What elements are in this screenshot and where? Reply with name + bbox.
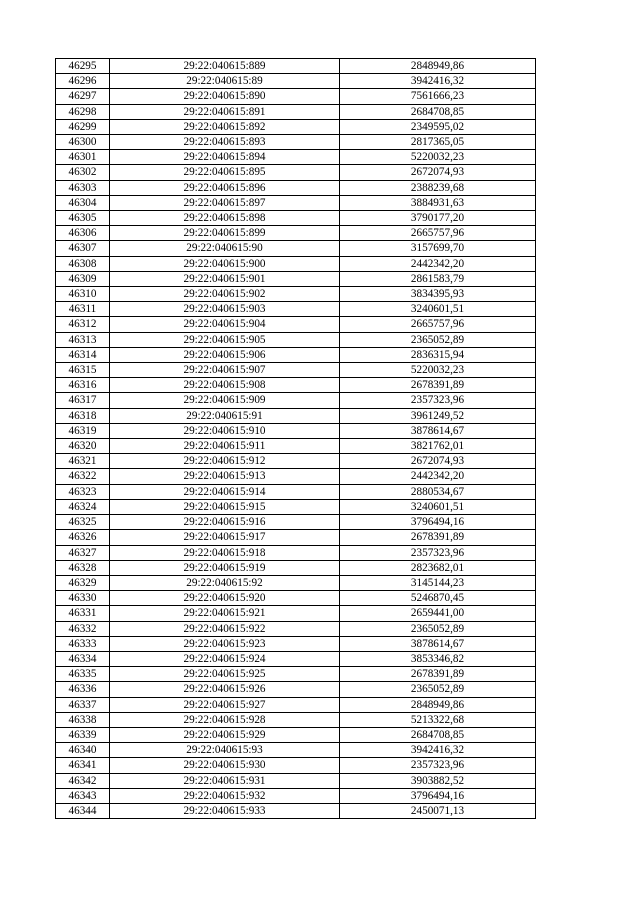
value-cell: 3961249,52: [340, 408, 536, 423]
row-number-cell: 46340: [56, 743, 110, 758]
row-number-cell: 46312: [56, 317, 110, 332]
table-row: [56, 758, 536, 773]
cadastral-number-cell: 29:22:040615:933: [110, 803, 340, 818]
cadastral-number-cell: 29:22:040615:914: [110, 484, 340, 499]
cadastral-number-cell: 29:22:040615:932: [110, 788, 340, 803]
cadastral-number-cell: 29:22:040615:917: [110, 530, 340, 545]
cadastral-number-cell: 29:22:040615:905: [110, 332, 340, 347]
table-row: [56, 788, 536, 803]
table-row: [56, 667, 536, 682]
cadastral-number-cell: 29:22:040615:900: [110, 256, 340, 271]
row-number-cell: 46321: [56, 454, 110, 469]
table-row: [56, 317, 536, 332]
value-cell: 2357323,96: [340, 393, 536, 408]
table-row: [56, 363, 536, 378]
value-cell: 2365052,89: [340, 332, 536, 347]
cadastral-number-cell: 29:22:040615:897: [110, 195, 340, 210]
row-number-cell: 46306: [56, 226, 110, 241]
row-number-cell: 46328: [56, 560, 110, 575]
row-number-cell: 46332: [56, 621, 110, 636]
value-cell: 3157699,70: [340, 241, 536, 256]
table-row: [56, 287, 536, 302]
value-cell: 2684708,85: [340, 104, 536, 119]
row-number-cell: 46302: [56, 165, 110, 180]
table-row: [56, 241, 536, 256]
table-row: [56, 515, 536, 530]
row-number-cell: 46337: [56, 697, 110, 712]
table-row: [56, 59, 536, 74]
cadastral-number-cell: 29:22:040615:911: [110, 439, 340, 454]
table-row: [56, 499, 536, 514]
value-cell: 2665757,96: [340, 226, 536, 241]
cadastral-number-cell: 29:22:040615:910: [110, 423, 340, 438]
row-number-cell: 46311: [56, 302, 110, 317]
value-cell: 2836315,94: [340, 347, 536, 362]
table-row: [56, 423, 536, 438]
table-row: [56, 803, 536, 818]
cadastral-number-cell: 29:22:040615:906: [110, 347, 340, 362]
row-number-cell: 46303: [56, 180, 110, 195]
table-row: [56, 545, 536, 560]
value-cell: 3878614,67: [340, 636, 536, 651]
value-cell: 2365052,89: [340, 682, 536, 697]
cadastral-number-cell: 29:22:040615:921: [110, 606, 340, 621]
cadastral-number-cell: 29:22:040615:89: [110, 74, 340, 89]
value-cell: 2823682,01: [340, 560, 536, 575]
table-row: [56, 74, 536, 89]
table-row: [56, 439, 536, 454]
cadastral-number-cell: 29:22:040615:912: [110, 454, 340, 469]
value-cell: 2817365,05: [340, 135, 536, 150]
value-cell: 5220032,23: [340, 363, 536, 378]
row-number-cell: 46301: [56, 150, 110, 165]
row-number-cell: 46335: [56, 667, 110, 682]
value-cell: 2365052,89: [340, 621, 536, 636]
table-row: [56, 271, 536, 286]
row-number-cell: 46329: [56, 575, 110, 590]
table-row: [56, 682, 536, 697]
row-number-cell: 46333: [56, 636, 110, 651]
value-cell: 2672074,93: [340, 454, 536, 469]
value-cell: 2848949,86: [340, 59, 536, 74]
table-row: [56, 393, 536, 408]
cadastral-number-cell: 29:22:040615:925: [110, 667, 340, 682]
cadastral-number-cell: 29:22:040615:909: [110, 393, 340, 408]
value-cell: 2678391,89: [340, 667, 536, 682]
value-cell: 2672074,93: [340, 165, 536, 180]
row-number-cell: 46299: [56, 119, 110, 134]
value-cell: 2442342,20: [340, 469, 536, 484]
cadastral-number-cell: 29:22:040615:919: [110, 560, 340, 575]
value-cell: 3853346,82: [340, 651, 536, 666]
table-row: [56, 150, 536, 165]
value-cell: 3240601,51: [340, 302, 536, 317]
cadastral-value-table: [55, 58, 536, 819]
table-row: [56, 469, 536, 484]
cadastral-number-cell: 29:22:040615:895: [110, 165, 340, 180]
row-number-cell: 46308: [56, 256, 110, 271]
table-row: [56, 743, 536, 758]
value-cell: 3145144,23: [340, 575, 536, 590]
cadastral-number-cell: 29:22:040615:891: [110, 104, 340, 119]
table-row: [56, 195, 536, 210]
row-number-cell: 46309: [56, 271, 110, 286]
row-number-cell: 46341: [56, 758, 110, 773]
row-number-cell: 46331: [56, 606, 110, 621]
value-cell: 2665757,96: [340, 317, 536, 332]
value-cell: 2678391,89: [340, 378, 536, 393]
cadastral-number-cell: 29:22:040615:926: [110, 682, 340, 697]
table-row: [56, 89, 536, 104]
cadastral-number-cell: 29:22:040615:899: [110, 226, 340, 241]
row-number-cell: 46322: [56, 469, 110, 484]
value-cell: 2357323,96: [340, 758, 536, 773]
row-number-cell: 46315: [56, 363, 110, 378]
row-number-cell: 46325: [56, 515, 110, 530]
value-cell: 2349595,02: [340, 119, 536, 134]
value-cell: 2678391,89: [340, 530, 536, 545]
table-row: [56, 135, 536, 150]
row-number-cell: 46316: [56, 378, 110, 393]
row-number-cell: 46304: [56, 195, 110, 210]
cadastral-number-cell: 29:22:040615:916: [110, 515, 340, 530]
table-row: [56, 165, 536, 180]
value-cell: 3796494,16: [340, 788, 536, 803]
cadastral-number-cell: 29:22:040615:924: [110, 651, 340, 666]
row-number-cell: 46297: [56, 89, 110, 104]
table-row: [56, 180, 536, 195]
table-row: [56, 530, 536, 545]
row-number-cell: 46339: [56, 727, 110, 742]
row-number-cell: 46330: [56, 591, 110, 606]
cadastral-number-cell: 29:22:040615:892: [110, 119, 340, 134]
table-row: [56, 575, 536, 590]
cadastral-number-cell: 29:22:040615:904: [110, 317, 340, 332]
cadastral-number-cell: 29:22:040615:901: [110, 271, 340, 286]
row-number-cell: 46343: [56, 788, 110, 803]
row-number-cell: 46300: [56, 135, 110, 150]
table-row: [56, 621, 536, 636]
table-row: [56, 712, 536, 727]
row-number-cell: 46326: [56, 530, 110, 545]
cadastral-number-cell: 29:22:040615:903: [110, 302, 340, 317]
cadastral-number-cell: 29:22:040615:890: [110, 89, 340, 104]
row-number-cell: 46317: [56, 393, 110, 408]
table-row: [56, 378, 536, 393]
cadastral-number-cell: 29:22:040615:918: [110, 545, 340, 560]
cadastral-number-cell: 29:22:040615:902: [110, 287, 340, 302]
cadastral-number-cell: 29:22:040615:920: [110, 591, 340, 606]
value-cell: 3821762,01: [340, 439, 536, 454]
value-cell: 3790177,20: [340, 211, 536, 226]
table-row: [56, 347, 536, 362]
row-number-cell: 46334: [56, 651, 110, 666]
cadastral-number-cell: 29:22:040615:908: [110, 378, 340, 393]
cadastral-number-cell: 29:22:040615:893: [110, 135, 340, 150]
value-cell: 3903882,52: [340, 773, 536, 788]
cadastral-number-cell: 29:22:040615:92: [110, 575, 340, 590]
table-row: [56, 636, 536, 651]
row-number-cell: 46320: [56, 439, 110, 454]
table-row: [56, 302, 536, 317]
cadastral-number-cell: 29:22:040615:915: [110, 499, 340, 514]
cadastral-number-cell: 29:22:040615:923: [110, 636, 340, 651]
cadastral-number-cell: 29:22:040615:927: [110, 697, 340, 712]
row-number-cell: 46342: [56, 773, 110, 788]
cadastral-number-cell: 29:22:040615:898: [110, 211, 340, 226]
value-cell: 2450071,13: [340, 803, 536, 818]
table-row: [56, 773, 536, 788]
value-cell: 2848949,86: [340, 697, 536, 712]
table-row: [56, 651, 536, 666]
cadastral-number-cell: 29:22:040615:930: [110, 758, 340, 773]
row-number-cell: 46305: [56, 211, 110, 226]
value-cell: 3878614,67: [340, 423, 536, 438]
table-row: [56, 591, 536, 606]
row-number-cell: 46319: [56, 423, 110, 438]
value-cell: 5213322,68: [340, 712, 536, 727]
table-row: [56, 697, 536, 712]
cadastral-number-cell: 29:22:040615:907: [110, 363, 340, 378]
value-cell: 7561666,23: [340, 89, 536, 104]
table-body: [56, 59, 536, 819]
table-row: [56, 484, 536, 499]
cadastral-number-cell: 29:22:040615:931: [110, 773, 340, 788]
table-row: [56, 119, 536, 134]
cadastral-number-cell: 29:22:040615:93: [110, 743, 340, 758]
row-number-cell: 46344: [56, 803, 110, 818]
value-cell: 2684708,85: [340, 727, 536, 742]
cadastral-number-cell: 29:22:040615:896: [110, 180, 340, 195]
table-row: [56, 226, 536, 241]
row-number-cell: 46307: [56, 241, 110, 256]
value-cell: 2659441,00: [340, 606, 536, 621]
row-number-cell: 46295: [56, 59, 110, 74]
row-number-cell: 46324: [56, 499, 110, 514]
cadastral-number-cell: 29:22:040615:913: [110, 469, 340, 484]
value-cell: 2357323,96: [340, 545, 536, 560]
row-number-cell: 46338: [56, 712, 110, 727]
cadastral-number-cell: 29:22:040615:929: [110, 727, 340, 742]
table-row: [56, 211, 536, 226]
row-number-cell: 46310: [56, 287, 110, 302]
value-cell: 2880534,67: [340, 484, 536, 499]
value-cell: 3240601,51: [340, 499, 536, 514]
row-number-cell: 46327: [56, 545, 110, 560]
cadastral-number-cell: 29:22:040615:928: [110, 712, 340, 727]
value-cell: 2861583,79: [340, 271, 536, 286]
row-number-cell: 46313: [56, 332, 110, 347]
row-number-cell: 46336: [56, 682, 110, 697]
cadastral-number-cell: 29:22:040615:90: [110, 241, 340, 256]
value-cell: 5246870,45: [340, 591, 536, 606]
cadastral-number-cell: 29:22:040615:91: [110, 408, 340, 423]
value-cell: 3884931,63: [340, 195, 536, 210]
value-cell: 3834395,93: [340, 287, 536, 302]
table-row: [56, 727, 536, 742]
cadastral-number-cell: 29:22:040615:922: [110, 621, 340, 636]
value-cell: 5220032,23: [340, 150, 536, 165]
table-row: [56, 332, 536, 347]
value-cell: 3942416,32: [340, 74, 536, 89]
value-cell: 2442342,20: [340, 256, 536, 271]
value-cell: 2388239,68: [340, 180, 536, 195]
table-row: [56, 454, 536, 469]
row-number-cell: 46298: [56, 104, 110, 119]
value-cell: 3942416,32: [340, 743, 536, 758]
table-row: [56, 256, 536, 271]
table-row: [56, 606, 536, 621]
value-cell: 3796494,16: [340, 515, 536, 530]
table-row: [56, 408, 536, 423]
cadastral-number-cell: 29:22:040615:894: [110, 150, 340, 165]
table-row: [56, 560, 536, 575]
row-number-cell: 46314: [56, 347, 110, 362]
cadastral-number-cell: 29:22:040615:889: [110, 59, 340, 74]
row-number-cell: 46318: [56, 408, 110, 423]
row-number-cell: 46296: [56, 74, 110, 89]
table-row: [56, 104, 536, 119]
row-number-cell: 46323: [56, 484, 110, 499]
